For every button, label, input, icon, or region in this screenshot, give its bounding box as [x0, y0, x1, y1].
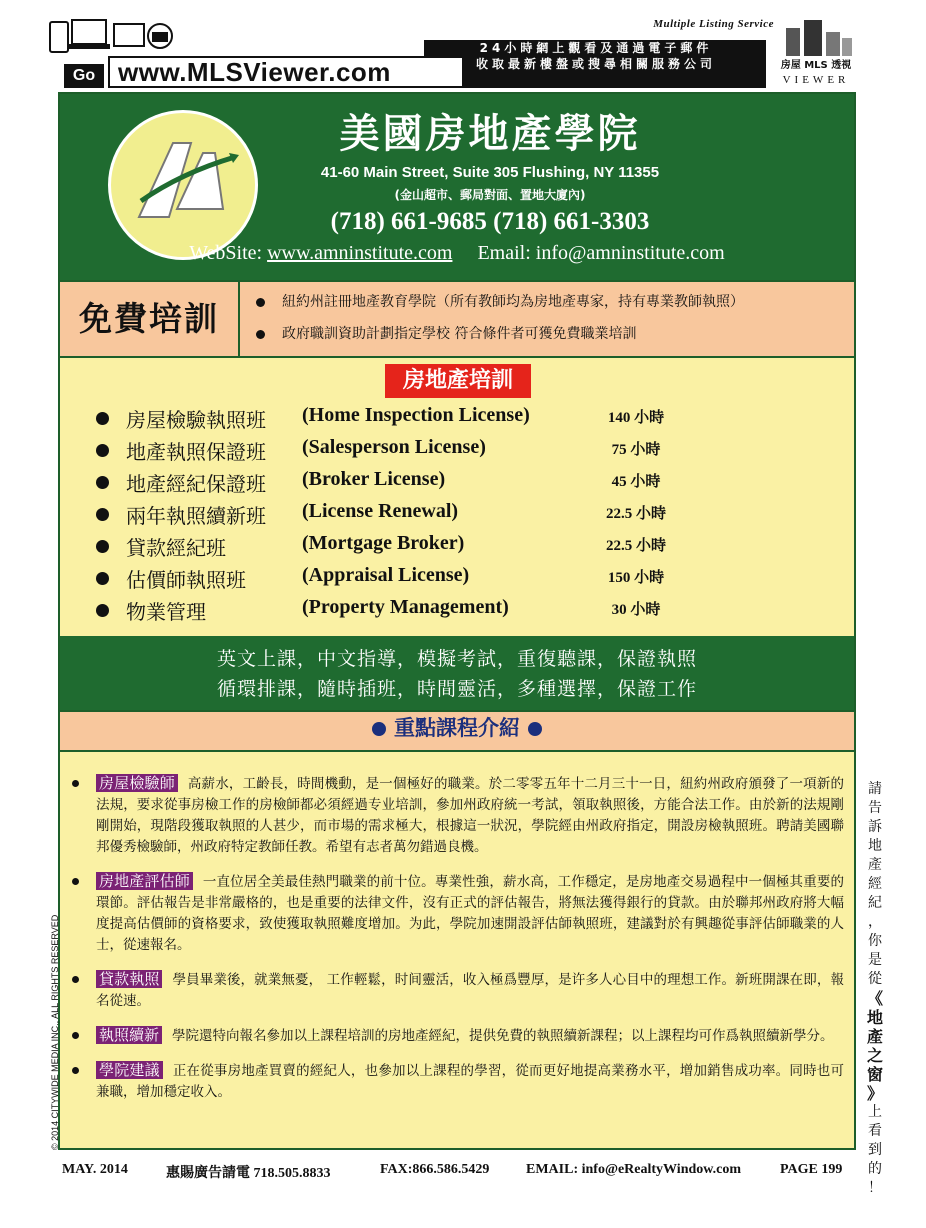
course-name-en: (Mortgage Broker)	[302, 532, 465, 554]
list-item	[72, 772, 844, 858]
slogan-line-2: 循環排課，隨時插班，時間靈活，多種選擇，保證工作	[216, 678, 697, 700]
school-advertisement	[58, 92, 856, 1150]
footer-page: PAGE 199	[780, 1162, 843, 1177]
course-name-en: (Property Management)	[302, 596, 509, 618]
list-item: 紐約州註冊地產教育學院（所有教師均為房地產專家，持有專業教師執照）	[256, 290, 846, 322]
side-note	[860, 780, 890, 1198]
course-name-en: (Salesperson License)	[302, 436, 486, 458]
footer-email[interactable]: EMAIL: info@eRealtyWindow.com	[526, 1162, 741, 1177]
list-item	[72, 1024, 844, 1047]
course-hours: 140 小時	[607, 410, 665, 426]
course-hours: 22.5 小時	[605, 506, 666, 522]
slogan-band	[60, 636, 854, 710]
site-url[interactable]: www.MLSViewer.com	[108, 56, 464, 88]
bullet-icon	[96, 572, 109, 585]
bullet-icon	[372, 722, 386, 736]
free-training-list	[256, 290, 846, 354]
course-name-cn: 地產經紀保證班	[126, 472, 266, 496]
email-label: Email:	[477, 242, 531, 264]
course-name-en: (Appraisal License)	[302, 564, 470, 586]
course-name-cn: 房屋檢驗執照班	[126, 408, 266, 432]
devices-icon	[48, 18, 188, 56]
intro-text: 一直位居全美最佳熱門職業的前十位。專業性強，薪水高，工作穩定，是房地產交易過程中一個極其重要的環節。評估報告是非常嚴格的，也是重要的法律文件，沒有正式的評估報告，將無法獲得銀行的貸款。由於聯邦州政府將大幅度提高估價師的資格要求，致使獲取執照難度增加。为此，學院加速開設評估師執照班，建議對於有興趣從事評估師職業的人士，從速報名。	[96, 874, 844, 953]
side-note-line-2: 上 看 到 的 ！	[868, 1104, 882, 1196]
school-title: 美國房地產學院	[339, 111, 641, 157]
side-note-line-1: 請 告 訴 地 產 經 紀 ， 你 是 從	[868, 781, 882, 987]
training-section	[60, 358, 854, 636]
side-note-book: 《 地 產 之 窗 》	[866, 989, 883, 1103]
course-hours: 45 小時	[611, 474, 661, 490]
footer-ad-phone: 惠賜廣告請電 718.505.8833	[166, 1166, 331, 1181]
website-label: WebSite:	[189, 242, 263, 264]
school-address-cn: (金山超市、郵局對面、置地大廈內)	[394, 188, 586, 202]
course-row	[96, 596, 836, 628]
contact-line	[60, 242, 854, 265]
school-phones: (718) 661-9685 (718) 661-3303	[330, 208, 650, 235]
course-hours: 22.5 小時	[605, 538, 666, 554]
course-name-cn: 貸款經紀班	[126, 536, 226, 560]
bullet-icon	[96, 540, 109, 553]
page-footer	[58, 1162, 856, 1182]
slogan-line-1: 英文上課，中文指導，模擬考試，重復聽課，保證執照	[216, 648, 697, 670]
course-name-cn: 物業管理	[126, 600, 206, 624]
list-item	[72, 968, 844, 1012]
intro-text: 學員畢業後，就業無憂， 工作輕鬆，时间靈活，收入極爲豐厚，是许多人心目中的理想工作。新班開課在即，報名從速。	[96, 972, 844, 1009]
bullet-icon	[96, 508, 109, 521]
training-title: 房地產培訓	[385, 364, 531, 398]
bullet-icon	[96, 476, 109, 489]
course-row	[96, 468, 836, 500]
key-courses-title: 重點課程介紹	[394, 716, 520, 740]
tagline	[426, 40, 766, 72]
course-introductions	[60, 752, 854, 1148]
email-address[interactable]: info@amninstitute.com	[535, 242, 725, 264]
school-address: 41-60 Main Street, Suite 305 Flushing, NY 11355	[320, 164, 660, 181]
school-header	[60, 94, 854, 280]
key-courses-band	[60, 710, 854, 752]
intro-tag: 房地產評估師	[96, 872, 193, 890]
course-row	[96, 532, 836, 564]
footer-fax: FAX:866.586.5429	[380, 1162, 490, 1177]
key-courses-heading	[60, 712, 854, 742]
mls-viewer-logo	[776, 18, 856, 88]
site-header	[44, 18, 856, 88]
intro-list	[72, 772, 844, 1115]
course-name-cn: 地產執照保證班	[126, 440, 266, 464]
intro-tag: 學院建議	[96, 1061, 163, 1079]
course-list	[96, 404, 836, 628]
tagline-line-1: 24小時網上觀看及通過電子郵件	[479, 41, 713, 55]
course-name-en: (Home Inspection License)	[302, 404, 530, 426]
mls-service-label: Multiple Listing Service	[653, 18, 774, 30]
bullet-icon	[96, 444, 109, 457]
course-name-cn: 估價師執照班	[126, 568, 246, 592]
course-name-en: (License Renewal)	[302, 500, 459, 522]
course-hours: 150 小時	[607, 570, 665, 586]
list-item: 政府職訓資助計劃指定學校 符合條件者可獲免費職業培訓	[256, 322, 846, 354]
buildings-icon	[776, 18, 856, 56]
tagline-line-2: 收取最新樓盤或搜尋相關服務公司	[475, 57, 716, 71]
intro-tag: 貸款執照	[96, 970, 162, 988]
logo-text: 房屋 MLS 透視	[780, 60, 852, 71]
intro-text: 正在從事房地產買賣的經紀人，也參加以上課程的學習，從而更好地提高業務水平，增加銷售成功率。同時也可兼職，增加穩定收入。	[96, 1063, 844, 1100]
course-name-en: (Broker License)	[302, 468, 446, 490]
course-row	[96, 500, 836, 532]
course-name-cn: 兩年執照續新班	[126, 504, 266, 528]
bullet-icon	[96, 604, 109, 617]
free-training-title: 免費培訓	[60, 282, 240, 356]
copyright-notice: © 2014 CITYWIDE MEDIA INC., ALL RIGHTS RESERVED	[50, 914, 60, 1150]
intro-text: 高薪水，工齡長，時間機動，是一個極好的職業。於二零零五年十二月三十一日，紐約州政府頒發了一項新的法規，要求從事房檢工作的房檢師都必須經過专业培訓，參加州政府統一考試，領取執照後，方能合法工作。由於新的法規剛剛開始，現階段獲取執照的人甚少，而市場的需求極大，根據這一狀況，學院經由州政府指定，開設房檢執照班。聘請美國聯邦優秀檢驗師，州政府特定教師任教。希望有志者萬勿錯過良機。	[96, 776, 844, 855]
free-training-band	[60, 280, 854, 358]
intro-tag: 房屋檢驗師	[96, 774, 178, 792]
list-item	[72, 1059, 844, 1103]
bullet-icon	[96, 412, 109, 425]
intro-text: 學院還特向報名參加以上課程培訓的房地產經紀，提供免費的執照續新課程；以上課程均可作爲執照續新學分。	[172, 1028, 834, 1044]
course-row	[96, 564, 836, 596]
logo-viewer: VIEWER	[782, 74, 850, 86]
course-row	[96, 436, 836, 468]
website-link[interactable]: www.amninstitute.com	[267, 242, 453, 264]
course-hours: 75 小時	[611, 442, 661, 458]
course-hours: 30 小時	[611, 602, 661, 618]
footer-date: MAY. 2014	[62, 1162, 128, 1177]
list-item	[72, 870, 844, 956]
course-row	[96, 404, 836, 436]
intro-tag: 執照續新	[96, 1026, 162, 1044]
bullet-icon	[528, 722, 542, 736]
go-label: Go	[64, 64, 104, 88]
